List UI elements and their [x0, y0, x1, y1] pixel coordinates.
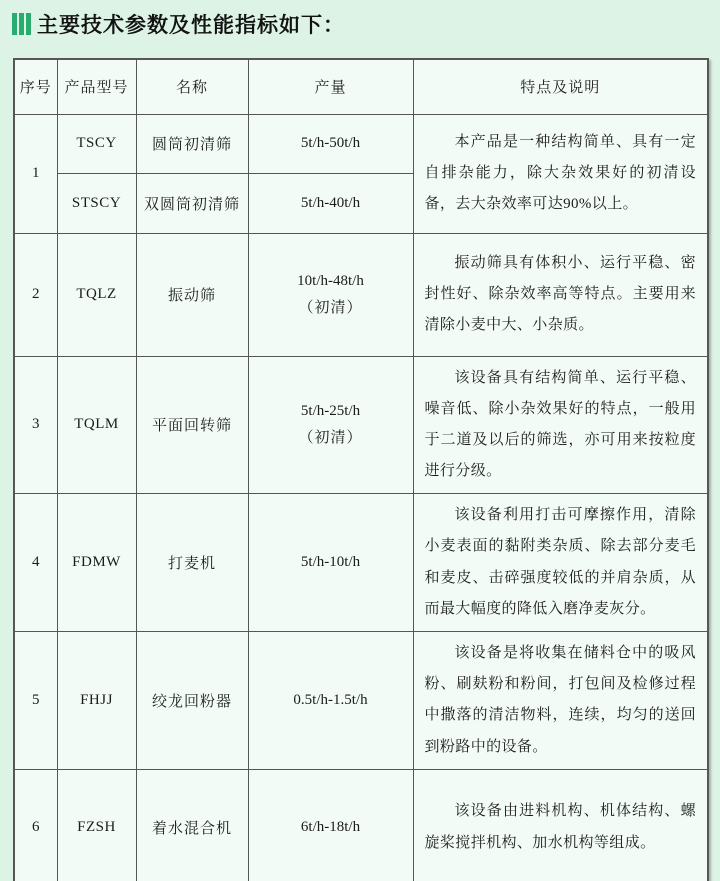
- table-row-1a: [14, 114, 708, 173]
- table-row-2: [14, 233, 708, 356]
- cell-feature-5: [413, 632, 708, 770]
- feature-text-2: 振动筛具有体积小、运行平稳、密封性好、除杂效率高等特点。主要用来清除小麦中大、小杂质。: [424, 254, 696, 334]
- table-row-4: [14, 494, 708, 632]
- feature-text-5: 该设备是将收集在储料仓中的吸风粉、刷麸粉和粉间，打包间及检修过程中撒落的清洁物料，连续，均匀的送回到粉路中的设备。: [424, 645, 696, 755]
- cell-output-tscy: 5t/h-50t/h: [248, 114, 413, 173]
- feature-text-4: 该设备利用打击可摩擦作用，清除小麦表面的黏附类杂质、除去部分麦毛和麦皮、击碎强度较低的并肩杂质，从而最大幅度的降低入磨净麦灰分。: [424, 507, 696, 617]
- cell-feature-2: [413, 233, 708, 356]
- cell-model-4: FDMW: [57, 494, 136, 632]
- cell-no-6: 6: [14, 769, 57, 881]
- cell-no-5: 5: [14, 632, 57, 770]
- table-row-3: [14, 356, 708, 494]
- cell-output-2: [248, 233, 413, 356]
- cell-name-stscy: 双圆筒初清筛: [136, 173, 248, 233]
- header-feature: 特点及说明: [413, 59, 708, 114]
- table-row-6: [14, 769, 708, 881]
- cell-feature-1: [413, 114, 708, 233]
- cell-no-4: 4: [14, 494, 57, 632]
- feature-text-1: 本产品是一种结构简单、具有一定自排杂能力，除大杂效果好的初清设备，去大杂效率可达90%以上。: [424, 133, 696, 213]
- cell-output-3: [248, 356, 413, 494]
- cell-output-6: 6t/h-18t/h: [248, 769, 413, 881]
- header-output: 产量: [248, 59, 413, 114]
- table-row-5: [14, 632, 708, 770]
- table-header-row: [14, 59, 708, 114]
- cell-name-tscy: 圆筒初清筛: [136, 114, 248, 173]
- header-name: 名称: [136, 59, 248, 114]
- cell-feature-4: [413, 494, 708, 632]
- cell-output-5: 0.5t/h-1.5t/h: [248, 632, 413, 770]
- cell-name-3: 平面回转筛: [136, 356, 248, 494]
- cell-name-2: 振动筛: [136, 233, 248, 356]
- cell-feature-6: [413, 769, 708, 881]
- cell-model-5: FHJJ: [57, 632, 136, 770]
- cell-name-6: 着水混合机: [136, 769, 248, 881]
- cell-name-5: 绞龙回粉器: [136, 632, 248, 770]
- header-no: 序号: [14, 59, 57, 114]
- cell-model-3: TQLM: [57, 356, 136, 494]
- spec-table: [13, 58, 709, 881]
- feature-text-6: 该设备由进料机构、机体结构、螺旋桨搅拌机构、加水机构等组成。: [424, 803, 696, 851]
- cell-model-2: TQLZ: [57, 233, 136, 356]
- section-title-bar: [12, 9, 345, 39]
- output-note-2: （初清）: [298, 299, 363, 316]
- output-value-2: 10t/h-48t/h: [297, 272, 364, 289]
- cell-model-tscy: TSCY: [57, 114, 136, 173]
- output-note-3: （初清）: [298, 429, 363, 446]
- cell-no-1: 1: [14, 114, 57, 233]
- green-bars-icon: [12, 13, 33, 35]
- header-model: 产品型号: [57, 59, 136, 114]
- cell-no-3: 3: [14, 356, 57, 494]
- cell-feature-3: [413, 356, 708, 494]
- feature-text-3: 该设备具有结构简单、运行平稳、噪音低、除小杂效果好的特点，一般用于二道及以后的筛选，亦可用来按粒度进行分级。: [424, 369, 696, 480]
- cell-output-4: 5t/h-10t/h: [248, 494, 413, 632]
- cell-no-2: 2: [14, 233, 57, 356]
- output-value-3: 5t/h-25t/h: [300, 402, 361, 419]
- cell-name-4: 打麦机: [136, 494, 248, 632]
- cell-output-stscy: 5t/h-40t/h: [248, 173, 413, 233]
- cell-model-6: FZSH: [57, 769, 136, 881]
- page-title: 主要技术参数及性能指标如下：: [37, 14, 345, 37]
- cell-model-stscy: STSCY: [57, 173, 136, 233]
